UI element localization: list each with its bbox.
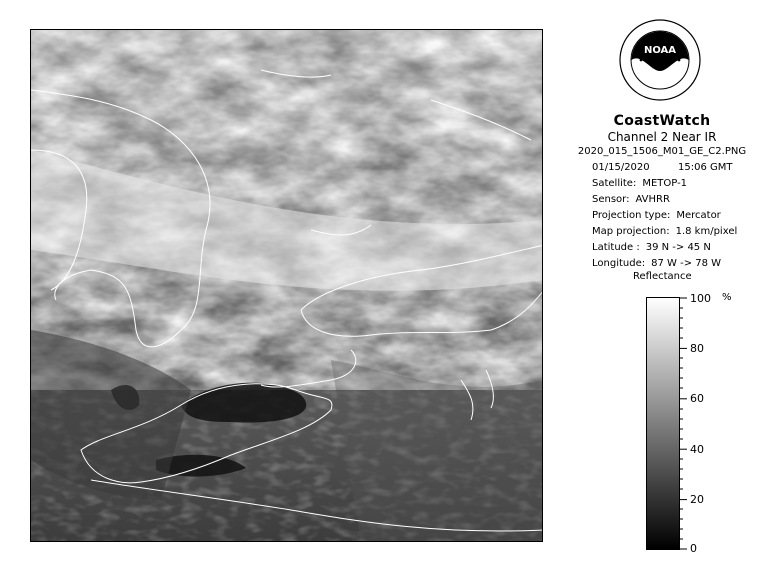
logo-text: NOAA — [643, 45, 677, 56]
map-projection-label: Map projection: — [592, 226, 670, 237]
filename: 2020_015_1506_M01_GE_C2.PNG — [577, 146, 747, 157]
time: 15:06 GMT — [678, 162, 733, 173]
date: 01/15/2020 — [592, 162, 650, 173]
channel-label: Channel 2 Near IR — [607, 130, 717, 144]
projection-type-row — [592, 210, 721, 221]
sensor-value: AVHRR — [635, 194, 670, 205]
latitude-label: Latitude : — [592, 242, 640, 253]
satellite-label: Satellite: — [592, 178, 637, 189]
satellite-row — [592, 178, 687, 189]
map-projection-row — [592, 226, 737, 237]
latitude-value: 39 N -> 45 N — [645, 242, 711, 253]
tick-20: 20 — [690, 493, 704, 506]
colorbar-unit: % — [722, 292, 732, 303]
tick-0: 0 — [690, 542, 697, 555]
brand-title: CoastWatch — [613, 113, 711, 129]
colorbar-ticks — [680, 297, 720, 550]
sensor-label: Sensor: — [592, 194, 630, 205]
tick-80: 80 — [690, 342, 704, 355]
tick-40: 40 — [690, 443, 704, 456]
longitude-row — [592, 258, 721, 269]
tick-60: 60 — [690, 392, 704, 405]
noaa-logo-icon — [619, 19, 701, 101]
reflectance-colorbar — [646, 297, 680, 550]
tick-100: 100 — [690, 292, 711, 305]
satellite-value: METOP-1 — [642, 178, 688, 189]
longitude-value: 87 W -> 78 W — [651, 258, 722, 269]
latitude-row — [592, 242, 711, 253]
projection-type-value: Mercator — [676, 210, 721, 221]
satellite-image — [30, 29, 543, 542]
sensor-row — [592, 194, 670, 205]
map-projection-value: 1.8 km/pixel — [675, 226, 738, 237]
projection-type-label: Projection type: — [592, 210, 671, 221]
longitude-label: Longitude: — [592, 258, 646, 269]
colorbar-title: Reflectance — [633, 271, 692, 282]
